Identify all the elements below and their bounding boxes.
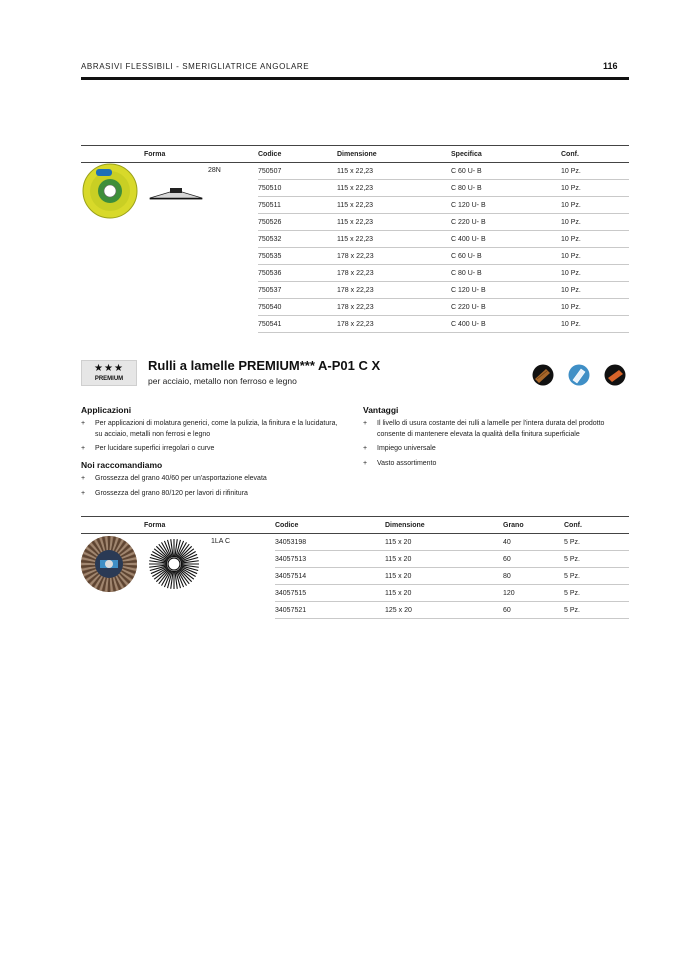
forma-cell bbox=[81, 231, 258, 248]
flap-disc-image bbox=[82, 163, 138, 219]
table-cell: 115 x 20 bbox=[385, 551, 503, 568]
col-header-forma: Forma bbox=[81, 517, 275, 534]
badge-label: PREMIUM bbox=[94, 376, 124, 382]
table-cell: 60 bbox=[503, 551, 564, 568]
col-header-conf: Conf. bbox=[561, 146, 629, 163]
vantaggi-heading: Vantaggi bbox=[363, 405, 399, 415]
table-cell: 750541 bbox=[258, 316, 337, 333]
table-cell: C 400 U- B bbox=[451, 316, 561, 333]
table-row bbox=[81, 163, 629, 180]
table-cell: C 80 U- B bbox=[451, 265, 561, 282]
forma-cell bbox=[81, 265, 258, 282]
table-cell: 178 x 22,23 bbox=[337, 299, 451, 316]
table-cell: 120 bbox=[503, 585, 564, 602]
table-cell: 10 Pz. bbox=[561, 214, 629, 231]
header-rule bbox=[81, 77, 629, 80]
list-item: + Per applicazioni di molatura generici, come la pulizia, la finitura e la lucidatura, su acciaio, metalli non ferrosi e legno bbox=[81, 420, 338, 438]
table-cell: 115 x 20 bbox=[385, 585, 503, 602]
table-row bbox=[81, 299, 629, 316]
list-item: + Impiego universale bbox=[363, 445, 436, 452]
vantaggi-list bbox=[363, 419, 611, 473]
col-header-grano: Grano bbox=[503, 517, 564, 534]
table-cell: 178 x 22,23 bbox=[337, 282, 451, 299]
table-row bbox=[81, 214, 629, 231]
table-cell: 10 Pz. bbox=[561, 299, 629, 316]
table-cell: C 400 U- B bbox=[451, 231, 561, 248]
applicazioni-heading: Applicazioni bbox=[81, 405, 132, 415]
list-item: + Grossezza del grano 40/60 per un'asportazione elevata bbox=[81, 475, 267, 482]
table-cell: 750532 bbox=[258, 231, 337, 248]
table-cell: 750526 bbox=[258, 214, 337, 231]
wood-icon bbox=[532, 364, 554, 386]
table-cell: C 80 U- B bbox=[451, 180, 561, 197]
table-cell: 178 x 22,23 bbox=[337, 316, 451, 333]
page-number: 116 bbox=[603, 61, 618, 71]
list-item: + Il livello di usura costante dei rulli a lamelle per l'intera durata del prodotto consente di mantenere elevata la qualità della finitura superficiale bbox=[363, 420, 605, 438]
table-cell: 750510 bbox=[258, 180, 337, 197]
table-cell: 10 Pz. bbox=[561, 265, 629, 282]
table-cell: 125 x 20 bbox=[385, 602, 503, 619]
table-cell: C 60 U- B bbox=[451, 248, 561, 265]
table-cell: 5 Pz. bbox=[564, 534, 629, 551]
metal-icon bbox=[604, 364, 626, 386]
list-item: + Per lucidare superfici irregolari o curve bbox=[81, 445, 215, 452]
forma-cell bbox=[81, 282, 258, 299]
forma-cell bbox=[81, 299, 258, 316]
form-label-28n: 28N bbox=[208, 167, 221, 174]
col-header-specifica: Specifica bbox=[451, 146, 561, 163]
flap-wheel-profile-icon bbox=[148, 538, 200, 590]
table-cell: 115 x 20 bbox=[385, 568, 503, 585]
flap-disc-profile-icon bbox=[148, 186, 204, 200]
premium-badge bbox=[81, 360, 137, 386]
table-cell: 34057514 bbox=[275, 568, 385, 585]
table-cell: 10 Pz. bbox=[561, 180, 629, 197]
table-cell: 5 Pz. bbox=[564, 568, 629, 585]
table-cell: 10 Pz. bbox=[561, 316, 629, 333]
col-header-dimensione: Dimensione bbox=[337, 146, 451, 163]
table-row bbox=[81, 231, 629, 248]
table-cell: 115 x 20 bbox=[385, 534, 503, 551]
table-cell: 178 x 22,23 bbox=[337, 265, 451, 282]
table-cell: 34057515 bbox=[275, 585, 385, 602]
product-title: Rulli a lamelle PREMIUM*** A-P01 C X bbox=[148, 358, 381, 373]
table-cell: 750536 bbox=[258, 265, 337, 282]
table-row bbox=[81, 265, 629, 282]
table-cell: 115 x 22,23 bbox=[337, 163, 451, 180]
col-header-codice: Codice bbox=[275, 517, 385, 534]
table-cell: 178 x 22,23 bbox=[337, 248, 451, 265]
product-subtitle: per acciaio, metallo non ferroso e legno bbox=[148, 376, 297, 386]
col-header-conf: Conf. bbox=[564, 517, 629, 534]
forma-cell bbox=[81, 248, 258, 265]
table-cell: 115 x 22,23 bbox=[337, 214, 451, 231]
table-cell: 10 Pz. bbox=[561, 231, 629, 248]
forma-cell bbox=[81, 316, 258, 333]
table-cell: 34057521 bbox=[275, 602, 385, 619]
flap-disc-table bbox=[81, 145, 629, 333]
table-cell: C 220 U- B bbox=[451, 299, 561, 316]
table-cell: 750507 bbox=[258, 163, 337, 180]
table-cell: 5 Pz. bbox=[564, 585, 629, 602]
list-item: + Grossezza del grano 80/120 per lavori di rifinitura bbox=[81, 489, 248, 497]
raccomandiamo-list bbox=[81, 474, 343, 503]
table-cell: 115 x 22,23 bbox=[337, 180, 451, 197]
table-row bbox=[81, 602, 629, 619]
form-label-1lac: 1LA C bbox=[211, 538, 231, 545]
table-row bbox=[81, 248, 629, 265]
table-cell: 750511 bbox=[258, 197, 337, 214]
flap-wheel-image bbox=[80, 535, 138, 593]
table-cell: 10 Pz. bbox=[561, 248, 629, 265]
table-cell: 60 bbox=[503, 602, 564, 619]
table-row bbox=[81, 282, 629, 299]
table-cell: 750540 bbox=[258, 299, 337, 316]
table-cell: 40 bbox=[503, 534, 564, 551]
table-cell: 115 x 22,23 bbox=[337, 231, 451, 248]
table-cell: 5 Pz. bbox=[564, 602, 629, 619]
table-cell: 10 Pz. bbox=[561, 282, 629, 299]
table-cell: C 120 U- B bbox=[451, 282, 561, 299]
table-row bbox=[81, 316, 629, 333]
steel-icon bbox=[568, 364, 590, 386]
col-header-codice: Codice bbox=[258, 146, 337, 163]
header-title: ABRASIVI FLESSIBILI - SMERIGLIATRICE ANGOLARE bbox=[81, 62, 310, 71]
forma-cell bbox=[81, 602, 275, 619]
list-item: + Vasto assortimento bbox=[363, 459, 437, 467]
badge-stars: ★★★ bbox=[94, 363, 124, 374]
table-cell: 750535 bbox=[258, 248, 337, 265]
table-cell: 10 Pz. bbox=[561, 197, 629, 214]
table-cell: 80 bbox=[503, 568, 564, 585]
table-cell: 115 x 22,23 bbox=[337, 197, 451, 214]
table-cell: C 120 U- B bbox=[451, 197, 561, 214]
applicazioni-list bbox=[81, 419, 343, 459]
col-header-dimensione: Dimensione bbox=[385, 517, 503, 534]
col-header-forma: Forma bbox=[81, 146, 258, 163]
table-cell: C 220 U- B bbox=[451, 214, 561, 231]
table-cell: 750537 bbox=[258, 282, 337, 299]
raccomandiamo-heading: Noi raccomandiamo bbox=[81, 460, 163, 470]
table-cell: 5 Pz. bbox=[564, 551, 629, 568]
table-cell: 10 Pz. bbox=[561, 163, 629, 180]
table-cell: 34053198 bbox=[275, 534, 385, 551]
table-cell: C 60 U- B bbox=[451, 163, 561, 180]
table-cell: 34057513 bbox=[275, 551, 385, 568]
